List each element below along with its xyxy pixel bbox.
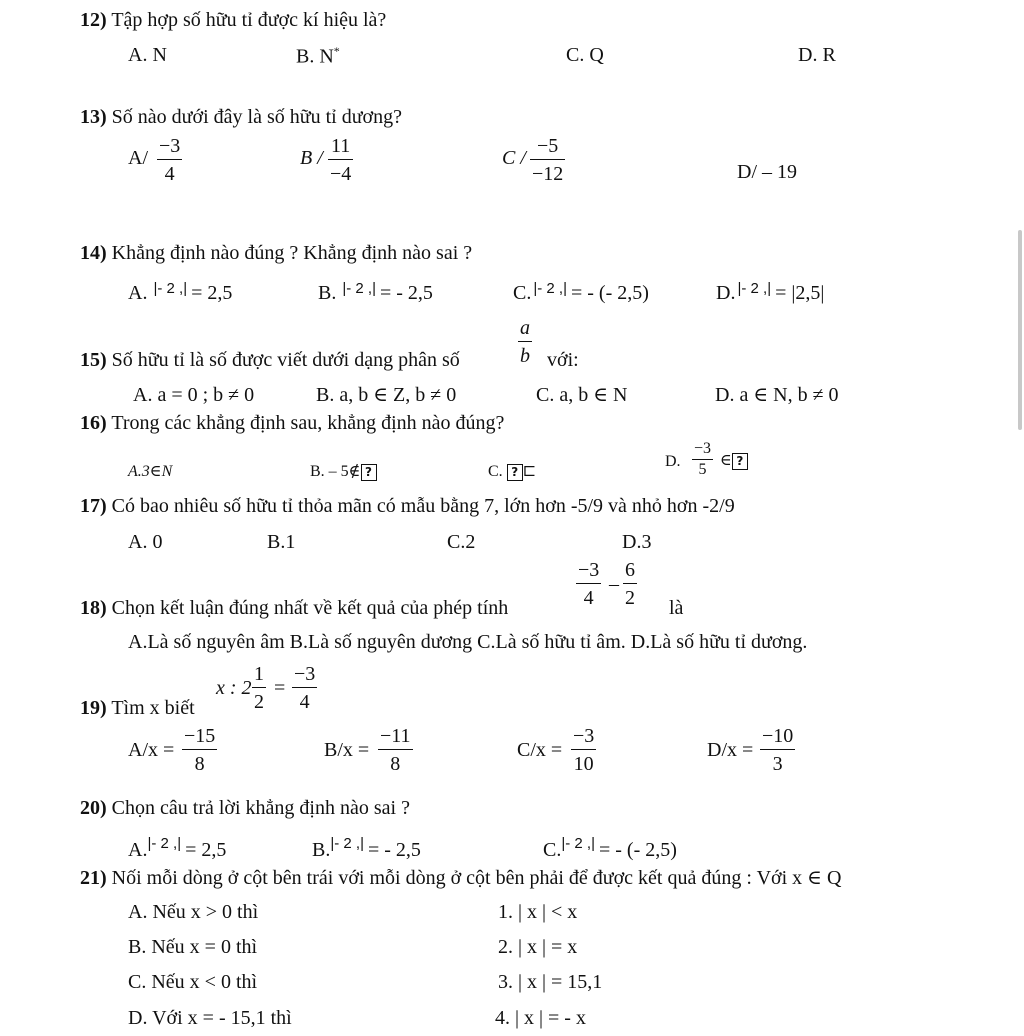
q12-option-a[interactable]: A. N: [128, 44, 167, 66]
q12-option-b[interactable]: [296, 45, 340, 67]
q13-question: [80, 107, 402, 127]
q16-option-d-fraction: [692, 441, 713, 478]
q14-text: Khẳng định nào đúng ? Khẳng định nào sai ?: [111, 242, 473, 264]
q14-b-label: B.: [318, 282, 337, 304]
q14-a-tail: = 2,5: [191, 282, 233, 304]
q14-c-tail: = - (- 2,5): [570, 282, 649, 304]
q19-mixed-denominator: 2: [254, 691, 264, 713]
q21-right-item[interactable]: 3. | x | = 15,1: [498, 971, 603, 993]
q19-option-b-fraction: [378, 726, 413, 774]
q19-option-b-prefix[interactable]: B/x =: [324, 739, 370, 761]
q15-fraction: [518, 318, 532, 366]
q21-left-item[interactable]: D. Với x = - 15,1 thì: [128, 1007, 292, 1029]
q19-b-numerator: −11: [380, 725, 411, 747]
q20-option-a[interactable]: [128, 835, 227, 861]
q17-question: [80, 496, 735, 516]
q20-option-c[interactable]: [543, 835, 677, 861]
q14-d-abs: |- 2 ,|: [737, 280, 772, 297]
q17-option-c[interactable]: C.2: [447, 531, 476, 553]
q20-c-label: C.: [543, 839, 562, 861]
q19-d-numerator: −10: [762, 725, 794, 747]
q17-option-d[interactable]: D.3: [622, 531, 652, 553]
missing-glyph-icon: ?: [507, 464, 523, 481]
q20-a-label: A.: [128, 839, 148, 861]
q18-number: 18): [80, 597, 107, 619]
q19-a-numerator: −15: [184, 725, 216, 747]
q18-f1-numerator: −3: [578, 559, 600, 581]
q13-a-denominator: 4: [164, 163, 175, 185]
fraction-bar: [252, 687, 266, 688]
q15-option-d[interactable]: D. a ∈ N, b ≠ 0: [715, 384, 839, 406]
q18-options[interactable]: A.Là số nguyên âm B.Là số nguyên dương C.Là số hữu tỉ âm. D.Là số hữu tỉ dương.: [128, 631, 808, 653]
q12-option-b-superscript: *: [333, 44, 340, 58]
q14-d-label: D.: [716, 282, 736, 304]
fraction-bar: [576, 583, 601, 584]
fraction-bar: [530, 159, 565, 160]
missing-glyph-icon: ?: [361, 464, 377, 481]
q19-mixed-fraction: [252, 664, 266, 712]
q12-number: 12): [80, 9, 107, 31]
q19-a-denominator: 8: [194, 753, 205, 775]
q21-left-item[interactable]: C. Nếu x < 0 thì: [128, 971, 258, 993]
q13-b-denominator: −4: [330, 163, 352, 185]
q19-number: 19): [80, 697, 107, 719]
q17-number: 17): [80, 495, 107, 517]
q19-option-c-fraction: [571, 726, 596, 774]
q13-option-a-prefix[interactable]: A/: [128, 147, 148, 169]
q19-rhs-denominator: 4: [299, 691, 310, 713]
q13-c-denominator: −12: [532, 163, 564, 185]
q19-text: Tìm x biết: [111, 697, 195, 719]
q14-d-tail: = |2,5|: [775, 282, 825, 304]
q20-b-tail: = - 2,5: [367, 839, 421, 861]
q19-option-a-prefix[interactable]: A/x =: [128, 739, 175, 761]
q13-b-numerator: 11: [331, 135, 351, 157]
q20-number: 20): [80, 797, 107, 819]
q20-b-label: B.: [312, 839, 331, 861]
q16-number: 16): [80, 412, 107, 434]
q19-c-denominator: 10: [573, 753, 594, 775]
fraction-bar: [328, 159, 353, 160]
q18-f2-numerator: 6: [625, 559, 635, 581]
q15-tail: với:: [547, 349, 579, 371]
q15-option-c[interactable]: C. a, b ∈ N: [536, 384, 628, 406]
q21-left-item[interactable]: B. Nếu x = 0 thì: [128, 936, 258, 958]
q13-option-a-fraction: [157, 136, 182, 184]
q19-option-c-prefix[interactable]: C/x =: [517, 739, 563, 761]
missing-glyph-icon: ?: [732, 453, 748, 470]
q13-number: 13): [80, 106, 107, 128]
q21-text: Nối mỗi dòng ở cột bên trái với mỗi dòng ở cột bên phải để được kết quả đúng : Với x ∈ Q: [111, 867, 842, 889]
q15-option-a[interactable]: A. a = 0 ; b ≠ 0: [133, 384, 255, 406]
q14-c-label: C.: [513, 282, 532, 304]
q18-text: Chọn kết luận đúng nhất về kết quả của phép tính: [111, 597, 509, 619]
q15-option-b[interactable]: B. a, b ∈ Z, b ≠ 0: [316, 384, 457, 406]
q13-text: Số nào dưới đây là số hữu tỉ dương?: [111, 106, 402, 128]
q19-rhs-numerator: −3: [294, 663, 316, 685]
q16-option-c[interactable]: [488, 464, 536, 481]
q19-option-d-fraction: [760, 726, 795, 774]
q16-b-text: B. – 5∉: [310, 463, 361, 481]
fraction-bar: [571, 749, 596, 750]
q15-question: [80, 350, 460, 370]
q14-b-tail: = - 2,5: [379, 282, 433, 304]
q15-text: Số hữu tỉ là số được viết dưới dạng phân số: [111, 349, 460, 371]
q19-equals: =: [274, 677, 286, 699]
q12-text: Tập hợp số hữu tỉ được kí hiệu là?: [111, 9, 387, 31]
q16-d-tail-text: ∈: [720, 452, 732, 470]
scrollbar-thumb[interactable]: [1018, 230, 1022, 430]
q21-right-item[interactable]: 2. | x | = x: [498, 936, 578, 958]
q19-option-d-prefix[interactable]: D/x =: [707, 739, 754, 761]
q14-a-label: A.: [128, 282, 148, 304]
q19-c-numerator: −3: [573, 725, 595, 747]
q16-option-d-tail: [720, 453, 748, 470]
q12-option-d[interactable]: D. R: [798, 44, 836, 66]
q21-right-item[interactable]: 1. | x | < x: [498, 901, 578, 923]
q20-a-abs: |- 2 ,|: [147, 835, 182, 852]
q20-a-tail: = 2,5: [185, 839, 227, 861]
q16-c-tail: ⊏: [522, 463, 537, 481]
q15-denominator: b: [520, 345, 530, 367]
q20-option-b[interactable]: [312, 835, 421, 861]
fraction-bar: [157, 159, 182, 160]
q13-option-b-prefix[interactable]: B /: [300, 147, 323, 169]
q19-b-denominator: 8: [390, 753, 401, 775]
q16-d-denominator: 5: [698, 461, 707, 478]
q12-option-c[interactable]: C. Q: [566, 44, 604, 66]
q18-tail: là: [669, 597, 684, 619]
q14-number: 14): [80, 242, 107, 264]
q16-option-d-label[interactable]: D.: [665, 453, 681, 470]
q13-option-d[interactable]: D/ – 19: [737, 161, 797, 183]
q18-fraction-1: [576, 560, 601, 608]
q19-mixed-numerator: 1: [254, 663, 264, 685]
q20-question: [80, 798, 410, 818]
q18-f2-denominator: 2: [625, 587, 635, 609]
q14-option-c[interactable]: [513, 280, 649, 304]
fraction-bar: [378, 749, 413, 750]
q13-a-numerator: −3: [159, 135, 181, 157]
q20-c-tail: = - (- 2,5): [598, 839, 677, 861]
q12-question: [80, 10, 386, 30]
q14-option-a[interactable]: [128, 280, 233, 304]
q14-option-b[interactable]: [318, 280, 433, 304]
q13-option-c-fraction: [530, 136, 565, 184]
q13-option-b-fraction: [328, 136, 353, 184]
q17-text: Có bao nhiêu số hữu tỉ thỏa mãn có mẫu bằng 7, lớn hơn -5/9 và nhỏ hơn -2/9: [111, 495, 735, 517]
fraction-bar: [760, 749, 795, 750]
q16-option-a[interactable]: A.3∈N: [128, 463, 173, 480]
q18-question: [80, 598, 508, 618]
q19-equation-prefix: x : 2: [216, 677, 252, 699]
q16-text: Trong các khẳng định sau, khẳng định nào đúng?: [111, 412, 505, 434]
q19-question: [80, 698, 195, 718]
fraction-bar: [518, 341, 532, 342]
q14-option-d[interactable]: [716, 280, 825, 304]
q21-question: [80, 868, 841, 888]
q15-number: 15): [80, 349, 107, 371]
q14-c-abs: |- 2 ,|: [533, 280, 567, 297]
q19-d-denominator: 3: [772, 753, 783, 775]
q12-option-b-text: B. N: [296, 45, 334, 68]
q16-option-b[interactable]: [310, 464, 377, 481]
q21-right-item[interactable]: 4. | x | = - x: [495, 1007, 586, 1029]
q20-b-abs: |- 2 ,|: [330, 835, 364, 852]
fraction-bar: [292, 687, 317, 688]
q21-number: 21): [80, 867, 107, 889]
q13-c-numerator: −5: [537, 135, 559, 157]
q16-c-text: C.: [488, 463, 503, 481]
q19-option-a-fraction: [182, 726, 217, 774]
fraction-bar: [182, 749, 217, 750]
q15-numerator: a: [520, 317, 530, 339]
q14-b-abs: |- 2 ,|: [342, 280, 376, 297]
fraction-bar: [692, 459, 713, 460]
q14-a-abs: |- 2 ,|: [153, 280, 188, 297]
q19-rhs-fraction: [292, 664, 317, 712]
q20-c-abs: |- 2 ,|: [561, 835, 595, 852]
q18-minus: –: [609, 573, 619, 595]
fraction-bar: [623, 583, 637, 584]
q16-d-numerator: −3: [694, 440, 712, 457]
q13-option-c-prefix[interactable]: C /: [502, 147, 526, 169]
q20-text: Chọn câu trả lời khẳng định nào sai ?: [111, 797, 410, 819]
q18-f1-denominator: 4: [583, 587, 594, 609]
q17-option-b[interactable]: B.1: [267, 531, 296, 553]
q17-option-a[interactable]: A. 0: [128, 531, 163, 553]
q14-question: [80, 243, 472, 263]
q18-fraction-2: [623, 560, 637, 608]
q21-left-item[interactable]: A. Nếu x > 0 thì: [128, 901, 259, 923]
q16-question: [80, 413, 504, 433]
